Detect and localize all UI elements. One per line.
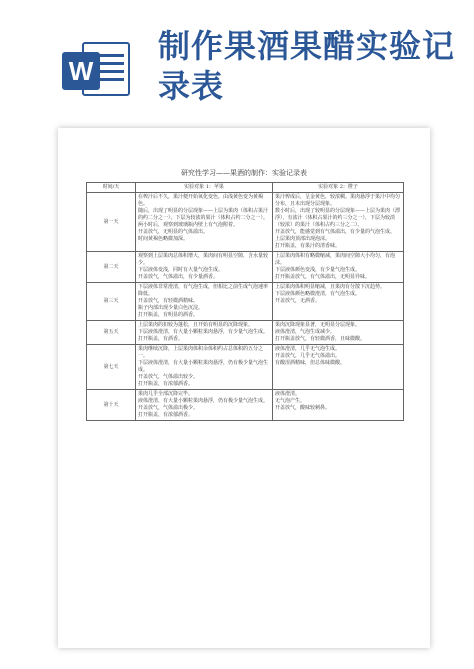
observation-line: 开盖放气，无酒香。	[275, 298, 321, 304]
observation-line: 有酸涩酒精味，但总体味微酸。	[275, 360, 346, 366]
observation-line: 在榨汁后不久，果汁便开始氧化变色，由浅黄色变为黄褐色。	[138, 194, 264, 207]
table-row	[87, 321, 404, 345]
observation-line: 果肉继续沉降，上层果肉体积余体积约占总体积的五分之一。	[138, 346, 264, 359]
observation-line: 下层液体澄清，有大量小颗粒果肉悬浮，有少量气泡生成。	[138, 329, 269, 335]
observation-line: 开盖放气，气体溢出较少。	[138, 374, 199, 380]
table-body	[87, 193, 404, 421]
header	[0, 0, 474, 120]
column-header: 实验对象 1：苹果	[136, 183, 273, 193]
observation-line: 下层液体颜色变浅，有少量气泡生成。	[275, 267, 361, 273]
table-row	[87, 283, 404, 321]
observation-line: 开盖放气，几乎无气体溢出。	[275, 353, 341, 359]
observation-line: 上层果肉体积明显缩减，且果肉有分散下沉趋势。	[275, 284, 386, 290]
table-row	[87, 193, 404, 252]
observation-line: 开盖放气，有轻微酒精味。	[138, 298, 199, 304]
observation-line: 下层液体变浅，同时有大量气泡生成。	[138, 267, 224, 273]
experiment-record-table	[86, 182, 404, 421]
observation-line: 打开瓶盖，有明显的酒香。	[138, 312, 199, 318]
observation-line: 打开瓶盖，有浓郁酒香。	[138, 412, 194, 418]
table-header-row	[87, 183, 404, 193]
document-title: 研究性学习——果酒的制作：实验记录表	[181, 169, 307, 177]
observation-line: 果肉几乎全部沉降完毕。	[138, 391, 194, 397]
orange-observation-cell	[273, 390, 404, 421]
observation-line: 随后，出现了明显的分层现象——上层为果肉（体积占果汁的约二分之一），下层为较浓的果汁（体积占约二分之一）。	[138, 208, 269, 221]
observation-line: 果汁榨成后，呈金黄色，较浓稠。果肉悬浮于果汁中均匀分布，且未出现分层现象。	[275, 194, 401, 207]
word-icon-letter: W	[62, 52, 100, 90]
observation-line: 开盖放气，酸味较刺鼻。	[275, 405, 331, 411]
table-row	[87, 252, 404, 283]
orange-observation-cell	[273, 193, 404, 252]
observation-line: 液体澄清。	[275, 391, 301, 397]
observation-line: 打开瓶盖，有浓郁酒香。	[138, 381, 194, 387]
apple-observation-cell	[136, 252, 273, 283]
observation-line: 下层液体颜色略微澄清，有气泡生成。	[275, 291, 361, 297]
table-row	[87, 390, 404, 421]
observation-line: 液体澄清，气泡生成减少。	[275, 329, 336, 335]
column-header: 实验对象 2：橙子	[273, 183, 404, 193]
apple-observation-cell	[136, 193, 273, 252]
observation-line: 打开瓶盖，有酒香。	[138, 336, 184, 342]
observation-line: 果肉沉降现象显著，无明显分层现象。	[275, 322, 361, 328]
apple-observation-cell	[136, 321, 273, 345]
observation-line: 液体澄清，有大量小颗粒果肉悬浮，仍有极少量气泡生成。	[138, 398, 269, 404]
observation-line: 两小时后，观察到玻璃瓶内壁上有气泡附着。	[138, 222, 239, 228]
observation-line: 上层果肉顶部出现泡沫。	[275, 236, 331, 242]
table-row	[87, 345, 404, 390]
day-cell: 第五天	[87, 321, 136, 345]
observation-line: 观察到上层果肉总体积增大，果肉间有明显空隙，含水量较少。	[138, 253, 269, 266]
observation-line: 数小时后，出现了较明显的分层现象——上层为果肉（漂浮），有浓汁（体积占果汁的约三分之一），下层为较淡（较浓）的果汁（体积占约三分之二）。	[275, 208, 401, 228]
observation-line: 打开瓶盖放气，有气体溢出，无明显异味。	[275, 274, 371, 280]
observation-line: 时间黄褐色略微加深。	[138, 236, 189, 242]
observation-line: 下层液体非常澄清，有气泡生成，但相比之前生成气泡速率降低。	[138, 284, 269, 297]
orange-observation-cell	[273, 283, 404, 321]
apple-observation-cell	[136, 390, 273, 421]
day-cell: 第二天	[87, 252, 136, 283]
observation-line: 瓶子内部出现少量白色沉淀。	[138, 305, 204, 311]
observation-line: 开盖放气，能感觉到有气体溢出，有少量的气泡生成。	[275, 229, 396, 235]
day-cell: 第三天	[87, 283, 136, 321]
observation-line: 下层液体澄清，有大量小颗粒果肉悬浮，仍有极少量气泡生成。	[138, 360, 269, 373]
apple-observation-cell	[136, 345, 273, 390]
observation-line: 上层果肉的扣较为蓬松，且开始有明显的沉降现象。	[138, 322, 254, 328]
observation-line: 开盖放气，气体溢出极少。	[138, 405, 199, 411]
day-cell: 第一天	[87, 193, 136, 252]
observation-line: 打开瓶盖放气，有轻微酒香，且味微酸。	[275, 336, 366, 342]
observation-line: 液体澄清，几乎无气泡生成。	[275, 346, 341, 352]
orange-observation-cell	[273, 252, 404, 283]
word-document-icon	[62, 38, 132, 98]
observation-line: 打开瓶盖，有果汁的清香味。	[275, 243, 341, 249]
page-title: 制作果酒果醋实验记录表	[158, 27, 456, 105]
observation-line: 开盖放气，无明显的气体溢出。	[138, 229, 209, 235]
orange-observation-cell	[273, 321, 404, 345]
observation-line: 无气泡产生。	[275, 398, 306, 404]
apple-observation-cell	[136, 283, 273, 321]
day-cell: 第十天	[87, 390, 136, 421]
document-preview	[58, 128, 430, 648]
observation-line: 上层果肉体积有略微缩减，果肉间空隙大小均匀，有泡沫。	[275, 253, 396, 266]
orange-observation-cell	[273, 345, 404, 390]
observation-line: 开盖放气，气体溢出，有少量酒香。	[138, 274, 219, 280]
day-cell: 第七天	[87, 345, 136, 390]
column-header: 时间/天	[87, 183, 136, 193]
